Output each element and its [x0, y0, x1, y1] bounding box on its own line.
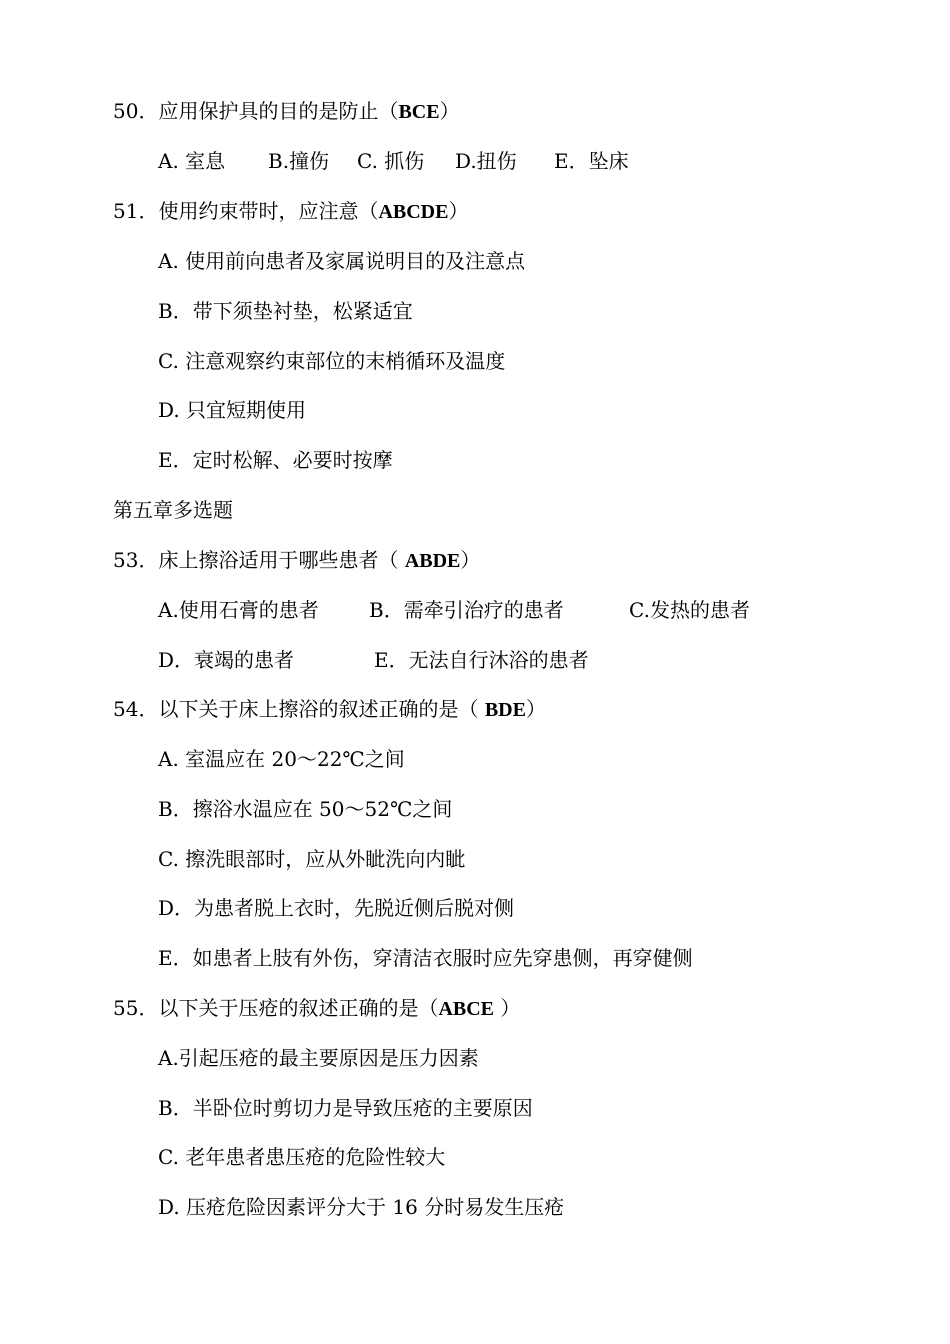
options-row-53b: [0, 645, 950, 675]
answer-key: ABDE: [404, 550, 461, 572]
question-text: 53．床上擦浴适用于哪些患者（: [113, 548, 405, 572]
option-d: D．衰竭的患者: [158, 648, 295, 672]
option-b: B．需牵引治疗的患者: [369, 598, 564, 622]
option-a: A. 室息: [158, 149, 226, 173]
option-a: A. 室温应在 20～22℃之间: [158, 747, 405, 771]
option-e: E．坠床: [554, 149, 629, 173]
option-d: D. 压疮危险因素评分大于 16 分时易发生压疮: [158, 1195, 565, 1219]
answer-key: BDE: [484, 699, 526, 721]
question-close: ）: [494, 996, 521, 1020]
option-c: C.发热的患者: [629, 598, 750, 622]
option-e: E．定时松解、必要时按摩: [158, 448, 393, 472]
option-d: D. 只宜短期使用: [158, 398, 307, 422]
option-b: B．半卧位时剪切力是导致压疮的主要原因: [158, 1096, 533, 1120]
section-title: 第五章多选题: [113, 498, 233, 522]
question-text: 55．以下关于压疮的叙述正确的是（: [113, 996, 439, 1020]
option-c: C. 擦洗眼部时，应从外眦洗向内眦: [158, 847, 466, 871]
options-row-53a: [0, 595, 950, 625]
answer-key: ABCDE: [378, 201, 449, 223]
question-text: 51．使用约束带时，应注意（: [113, 199, 379, 223]
option-c: C. 老年患者患压疮的危险性较大: [158, 1145, 446, 1169]
option-c: C. 注意观察约束部位的末梢循环及温度: [158, 349, 506, 373]
option-b: B．带下须垫衬垫，松紧适宜: [158, 299, 413, 323]
option-c: C. 抓伤: [357, 149, 425, 173]
question-54: [113, 694, 546, 724]
question-51: [113, 196, 468, 226]
answer-key: BCE: [398, 101, 440, 123]
question-55: [113, 993, 520, 1023]
option-d: D．为患者脱上衣时，先脱近侧后脱对侧: [158, 896, 515, 920]
option-b: B.撞伤: [268, 149, 330, 173]
options-row-50: [0, 146, 950, 176]
question-text: 54．以下关于床上擦浴的叙述正确的是（: [113, 697, 485, 721]
answer-key: ABCE: [438, 998, 495, 1020]
option-e: E．如患者上肢有外伤，穿清洁衣服时应先穿患侧，再穿健侧: [158, 946, 693, 970]
question-close: ）: [460, 548, 481, 572]
question-close: ）: [439, 99, 460, 123]
question-close: ）: [525, 697, 546, 721]
option-a: A.引起压疮的最主要原因是压力因素: [158, 1046, 479, 1070]
question-53: [113, 545, 480, 575]
option-a: A.使用石膏的患者: [158, 598, 319, 622]
question-close: ）: [448, 199, 469, 223]
option-d: D.扭伤: [455, 149, 517, 173]
question-text: 50．应用保护具的目的是防止（: [113, 99, 399, 123]
question-50: [113, 96, 460, 126]
option-a: A. 使用前向患者及家属说明目的及注意点: [158, 249, 526, 273]
option-e: E．无法自行沐浴的患者: [374, 648, 589, 672]
option-b: B．擦浴水温应在 50～52℃之间: [158, 797, 453, 821]
